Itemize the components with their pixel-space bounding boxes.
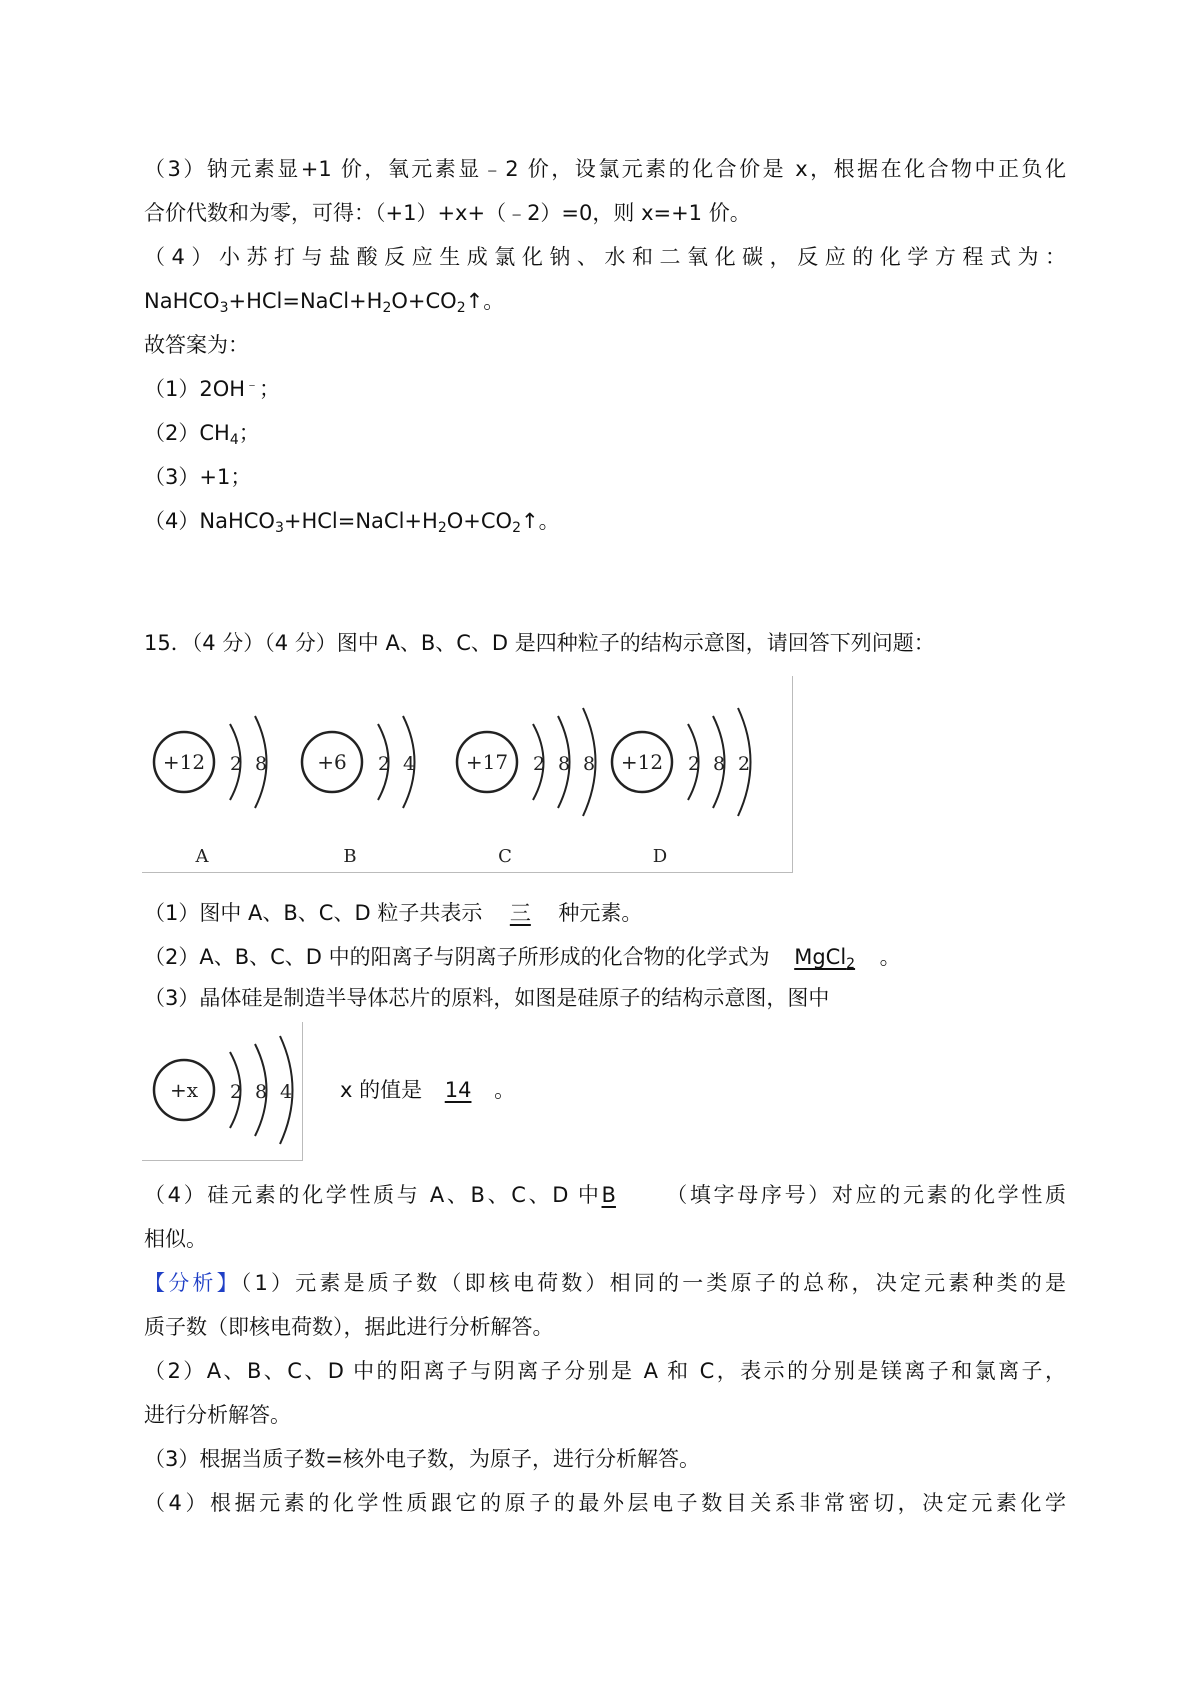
analysis-text: （1）元素是质子数（即核电荷数）相同的一类原子的总称，决定元素种类的是 [240, 1271, 1067, 1295]
q-text: x 的值是 [340, 1078, 423, 1102]
answer-1 [144, 374, 280, 404]
q-text: （2）A、B、C、D 中的阳离子与阴离子所形成的化合物的化学式为 [144, 945, 770, 969]
eq-part: NaHCO [199, 509, 275, 533]
analysis-tag: 【分析】 [144, 1271, 241, 1295]
answer-blank: B [601, 1183, 616, 1207]
silicon-atom-diagram [142, 1022, 302, 1160]
analysis-line: （4）根据元素的化学性质跟它的原子的最外层电子数目关系非常密切，决定元素化学 [144, 1491, 1066, 1515]
q-text: （填字母序号）对应的元素的化学性质 [663, 1183, 1066, 1207]
answer-sub: 2 [846, 956, 856, 972]
text-line: 合价代数和为零，可得：（+1）+x+（﹣2）=0，则 x=+1 价。 [144, 201, 751, 225]
ans-sup: ﹣ [245, 377, 260, 393]
eq-part: ↑。 [520, 509, 560, 533]
nucleus-charge: +6 [317, 750, 347, 774]
answer-intro: 故答案为： [144, 333, 249, 357]
eq-sub: 3 [274, 520, 284, 536]
analysis-line: 质子数（即核电荷数），据此进行分析解答。 [144, 1315, 554, 1339]
eq-part: +HCl=NaCl+H [283, 509, 438, 533]
text-line: 相似。 [144, 1227, 207, 1251]
question-15-3-answer [340, 1075, 515, 1105]
question-15-title: 15．（4 分）（4 分）图中 A、B、C、D 是四种粒子的结构示意图，请回答下列问题： [144, 631, 935, 655]
atom-label: C [498, 846, 512, 867]
shell-electron-count: 2 [377, 753, 391, 775]
shell-electron-count: 2 [737, 753, 751, 775]
analysis-line [144, 1268, 1066, 1298]
answer-blank: 14 [444, 1078, 472, 1102]
atom-label: B [343, 846, 357, 867]
answer-4 [144, 506, 560, 536]
q-text: 。 [879, 945, 901, 969]
eq-part: +HCl=NaCl+H [228, 289, 383, 313]
analysis-line: （2）A、B、C、D 中的阳离子与阴离子分别是 A 和 C，表示的分别是镁离子和氯离子， [144, 1359, 1066, 1383]
nucleus-charge: +12 [620, 750, 664, 774]
ans-sub: 4 [229, 432, 239, 448]
q-text: （4）硅元素的化学性质与 A、B、C、D 中 [144, 1183, 602, 1207]
text-line: （3）钠元素显+1 价，氧元素显﹣2 价，设氯元素的化合价是 x，根据在化合物中正负化 [144, 157, 1066, 181]
question-15-1 [144, 898, 642, 928]
eq-part: O+CO [446, 509, 513, 533]
eq-sub: 2 [382, 300, 392, 316]
ans-text: （2）CH [144, 421, 230, 445]
answer-2 [144, 418, 260, 448]
eq-sub: 2 [456, 300, 466, 316]
shell-electron-count: 8 [254, 1081, 268, 1103]
q-text: 种元素。 [558, 901, 643, 925]
atom-label: D [652, 846, 668, 867]
eq-sub: 2 [512, 520, 521, 536]
atom-structure-figure [142, 676, 793, 873]
answer-blank: 三 [509, 901, 531, 925]
q-text: 。 [494, 1078, 516, 1102]
eq-sub: 2 [437, 520, 447, 536]
silicon-atom-figure [142, 1022, 303, 1161]
question-15-3: （3）晶体硅是制造半导体芯片的原料，如图是硅原子的结构示意图，图中 [144, 986, 830, 1010]
ans-text: （1）2OH [144, 377, 246, 401]
text-line: （4）小苏打与盐酸反应生成氯化钠、水和二氧化碳，反应的化学方程式为： [144, 245, 1066, 269]
shell-electron-count: 8 [254, 753, 268, 775]
eq-part: NaHCO [144, 289, 220, 313]
ans-text: （4） [144, 509, 200, 533]
shell-electron-count: 2 [229, 1081, 243, 1103]
analysis-line: 进行分析解答。 [144, 1403, 291, 1427]
eq-sub: 3 [219, 300, 229, 316]
question-15-4 [144, 1180, 1066, 1210]
shell-electron-count: 4 [279, 1081, 293, 1103]
answer-blank [770, 942, 880, 972]
eq-part: O+CO [391, 289, 457, 313]
atom-label: A [195, 846, 209, 867]
answer-text: MgCl [794, 945, 847, 969]
shell-electron-count: 4 [402, 753, 416, 775]
shell-electron-count: 2 [229, 753, 243, 775]
shell-electron-count: 8 [557, 753, 571, 775]
shell-electron-count: 2 [687, 753, 701, 775]
ans-text: ； [259, 377, 281, 401]
analysis-line: （3）根据当质子数=核外电子数，为原子，进行分析解答。 [144, 1447, 700, 1471]
eq-part: ↑。 [465, 289, 505, 313]
shell-electron-count: 8 [712, 753, 726, 775]
nucleus-charge: +x [169, 1078, 199, 1102]
shell-electron-count: 8 [582, 753, 596, 775]
nucleus-charge: +17 [465, 750, 509, 774]
question-15-2 [144, 942, 901, 972]
shell-electron-count: 2 [532, 753, 546, 775]
atom-diagrams [142, 676, 792, 872]
nucleus-charge: +12 [162, 750, 206, 774]
ans-text: ； [238, 421, 260, 445]
equation [144, 286, 504, 316]
answer-3: （3）+1； [144, 465, 252, 489]
q-text: （1）图中 A、B、C、D 粒子共表示 [144, 901, 483, 925]
